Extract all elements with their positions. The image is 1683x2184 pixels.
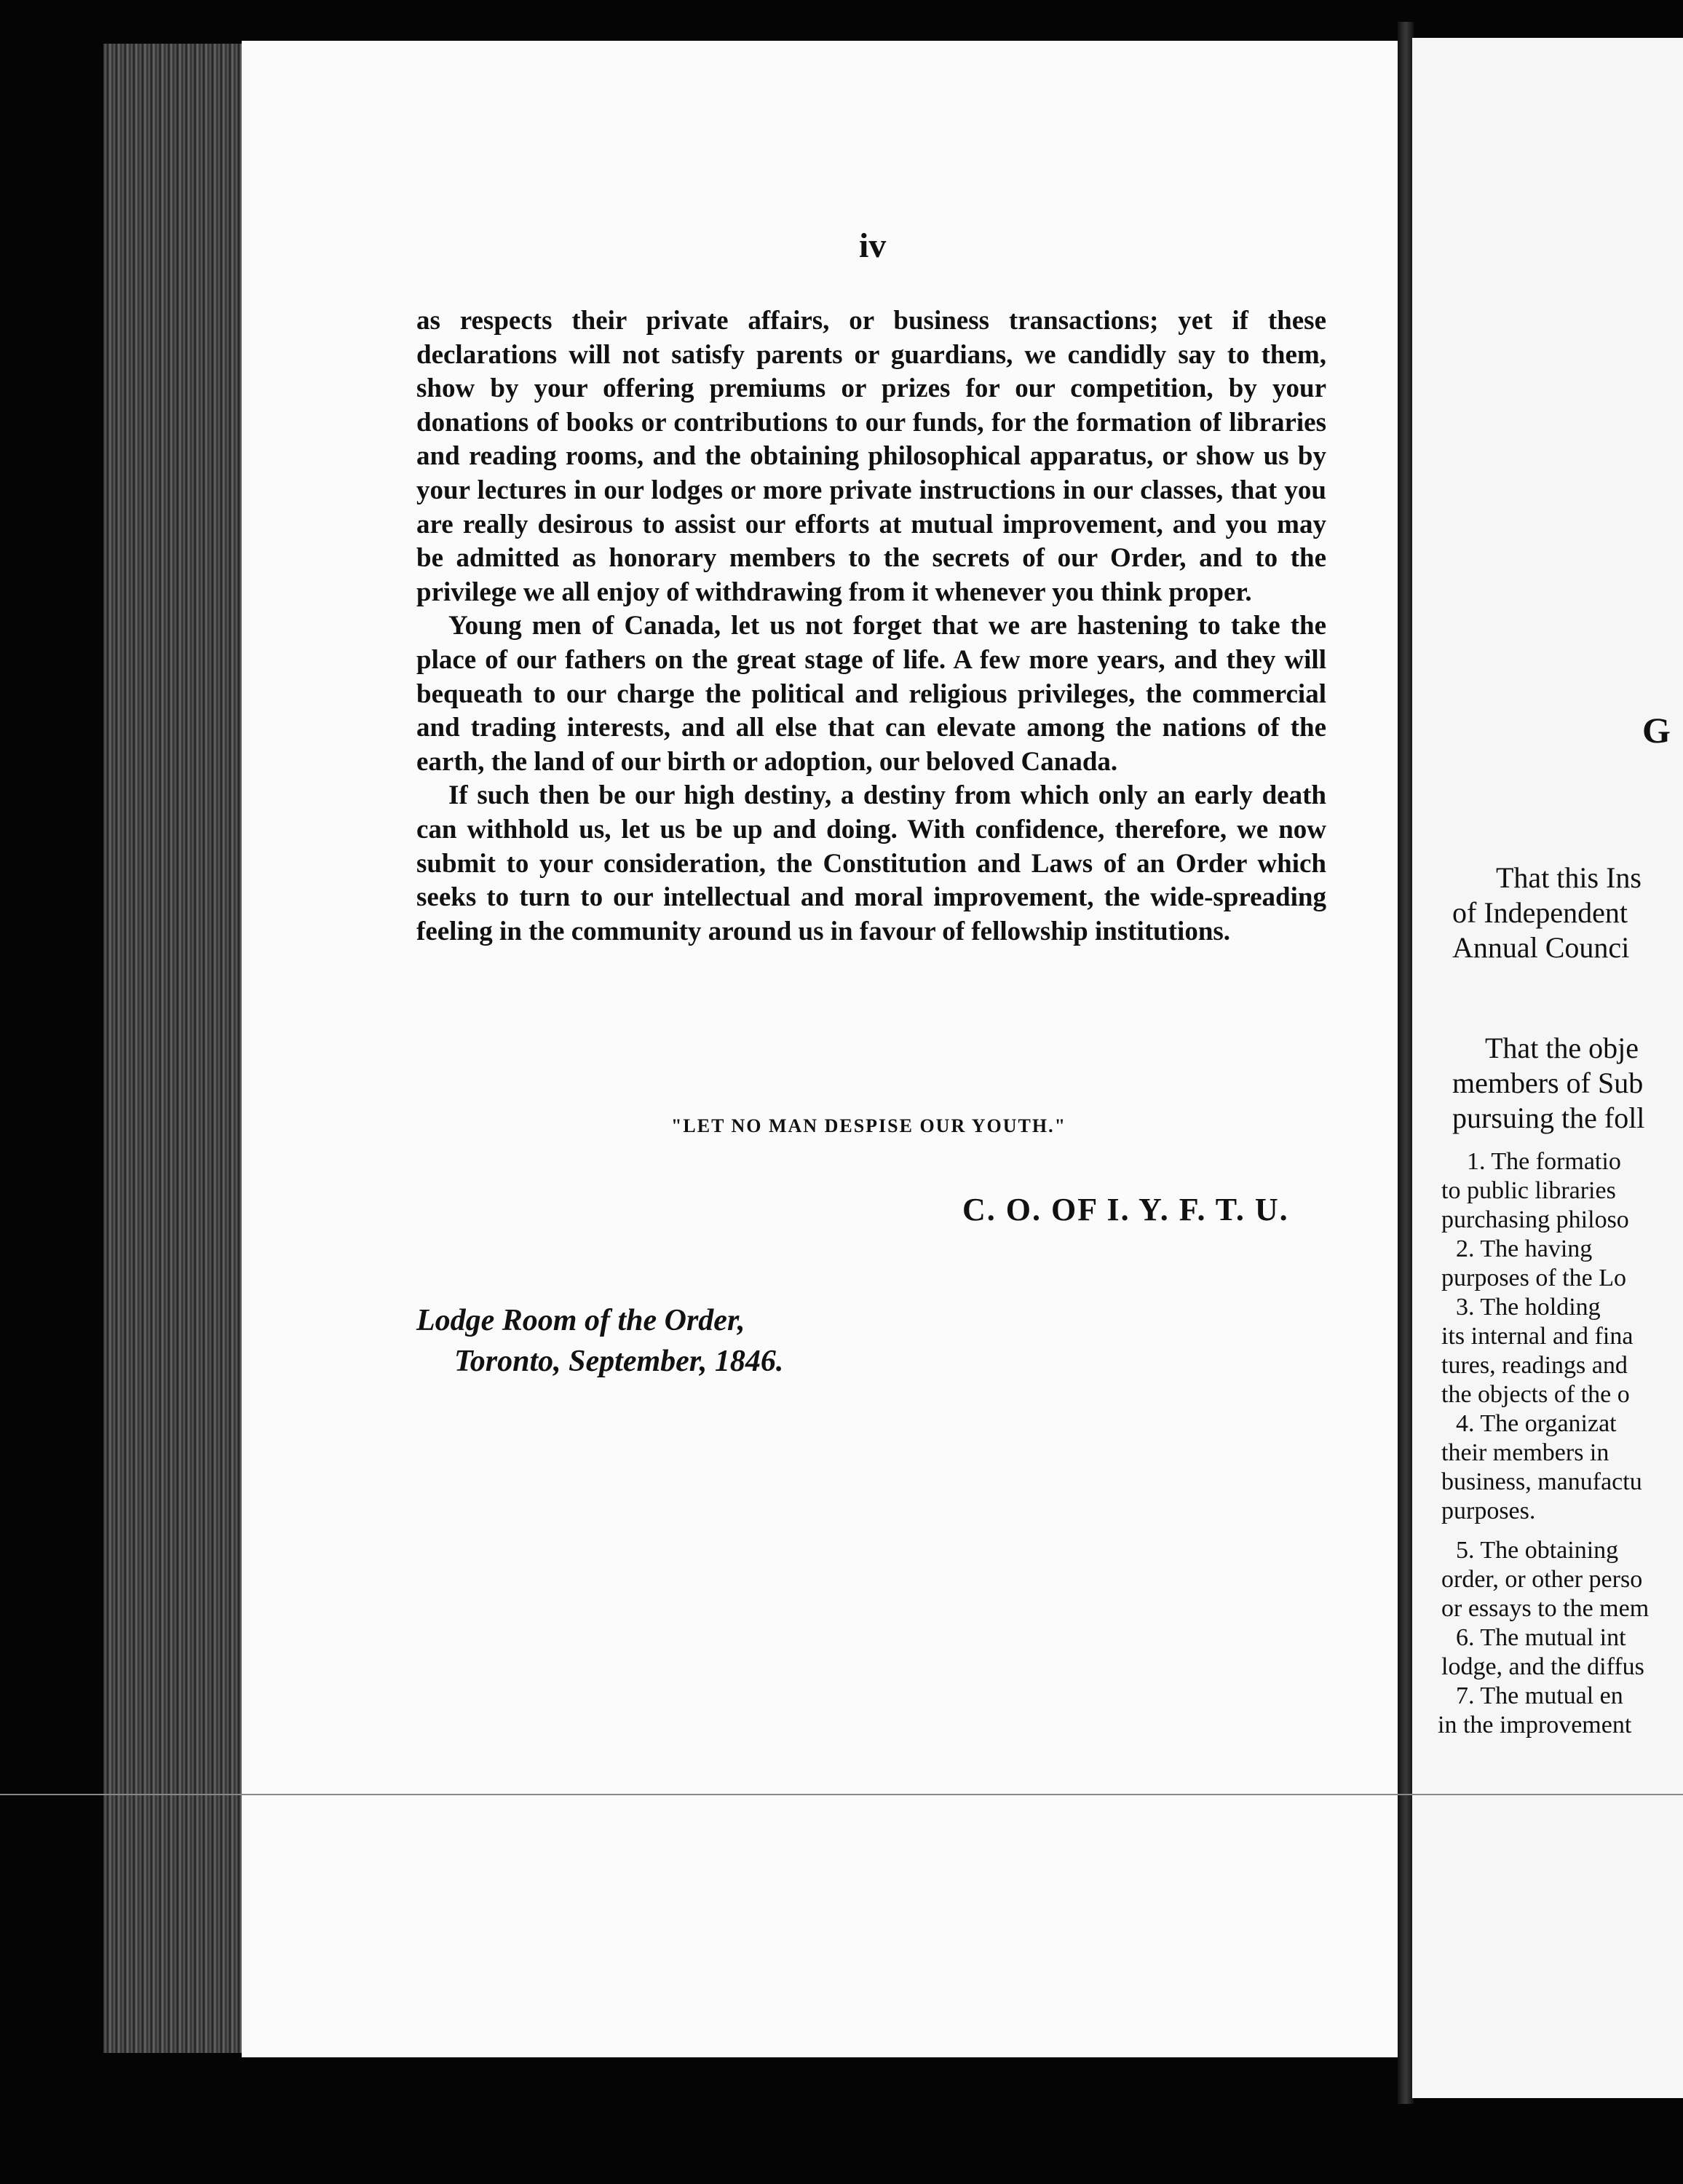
paragraph-3: If such then be our high destiny, a destiny from which only an early death can withhold us, let us be up and doing. With confidence, therefore, we now submit to your consideration, the Constitution and Laws of an Order which seeks to turn to our intellectual and moral improvement, the wide-spreading feeling in the community around us in favour of fellowship institutions.: [416, 780, 1326, 946]
right-line: 2. The having: [1456, 1235, 1593, 1262]
right-line: members of Sub: [1452, 1067, 1644, 1099]
right-line: their members in: [1441, 1439, 1609, 1466]
right-line: 5. The obtaining: [1456, 1537, 1619, 1564]
right-line-gap: [1412, 965, 1683, 1031]
paragraph-1: as respects their private affairs, or business transactions; yet if these declarations will not satisfy parents or guardians, we candidly say to them, show by your offering premiums or prizes for our competition, by your donations of books or contributions to our funds, for the formation of libraries and reading rooms, and the obtaining philosophical apparatus, or show us by your lectures in our lodges or more private instructions in our classes, that you are really desirous to assist our efforts at mutual improvement, and you may be admitted as honorary members to the secrets of our Order, and to the privilege we all enjoy of withdrawing from it whenever you think proper.: [416, 306, 1326, 607]
right-page-lines: [1412, 860, 1683, 1740]
right-line: That this Ins: [1496, 861, 1642, 894]
scan-line-artifact: [0, 1794, 1683, 1795]
right-line: in the improvement: [1438, 1712, 1632, 1738]
right-line: 6. The mutual int: [1456, 1624, 1626, 1651]
right-line: purposes of the Lo: [1441, 1265, 1627, 1291]
motto: "LET NO MAN DESPISE OUR YOUTH.": [671, 1115, 1067, 1136]
paragraph-2: Young men of Canada, let us not forget that we are hastening to take the place of our fathers on the great stage of life. A few more years, and they will bequeath to our charge the political and religious privileges, the commercial and trading interests, and all else that can elevate among the nations of the earth, the land of our birth or adoption, our beloved Canada.: [416, 611, 1326, 777]
right-line: 3. The holding: [1456, 1294, 1601, 1321]
right-line: the objects of the o: [1441, 1381, 1630, 1408]
right-line: its internal and fina: [1441, 1323, 1634, 1350]
place-line-2: Toronto, September, 1846.: [454, 1345, 784, 1378]
right-line: Annual Counci: [1452, 931, 1630, 964]
book-gutter: [1398, 22, 1414, 2104]
book-page-edges: [103, 44, 242, 2053]
right-line: business, manufactu: [1441, 1468, 1642, 1495]
right-line: purchasing philoso: [1441, 1206, 1629, 1233]
right-line: purposes.: [1441, 1497, 1536, 1524]
right-line: That the obje: [1485, 1032, 1639, 1064]
right-line: order, or other perso: [1441, 1566, 1643, 1593]
right-line: or essays to the mem: [1441, 1595, 1650, 1622]
signature: C. O. OF I. Y. F. T. U.: [962, 1192, 1289, 1227]
right-line: tures, readings and: [1441, 1352, 1628, 1379]
right-line: to public libraries: [1441, 1177, 1616, 1204]
right-line: 1. The formatio: [1467, 1148, 1621, 1175]
right-line: pursuing the foll: [1452, 1101, 1645, 1134]
right-page: [1412, 38, 1683, 2098]
right-line: of Independent: [1452, 896, 1628, 929]
right-heading-fragment: G: [1642, 710, 1671, 751]
page-number: iv: [859, 226, 887, 265]
place-and-date: [416, 1300, 783, 1382]
body-text: [416, 304, 1326, 949]
right-line: 7. The mutual en: [1456, 1682, 1623, 1709]
right-line: lodge, and the diffus: [1441, 1653, 1644, 1680]
right-line: 4. The organizat: [1456, 1410, 1617, 1437]
place-line-1: Lodge Room of the Order,: [416, 1304, 745, 1337]
